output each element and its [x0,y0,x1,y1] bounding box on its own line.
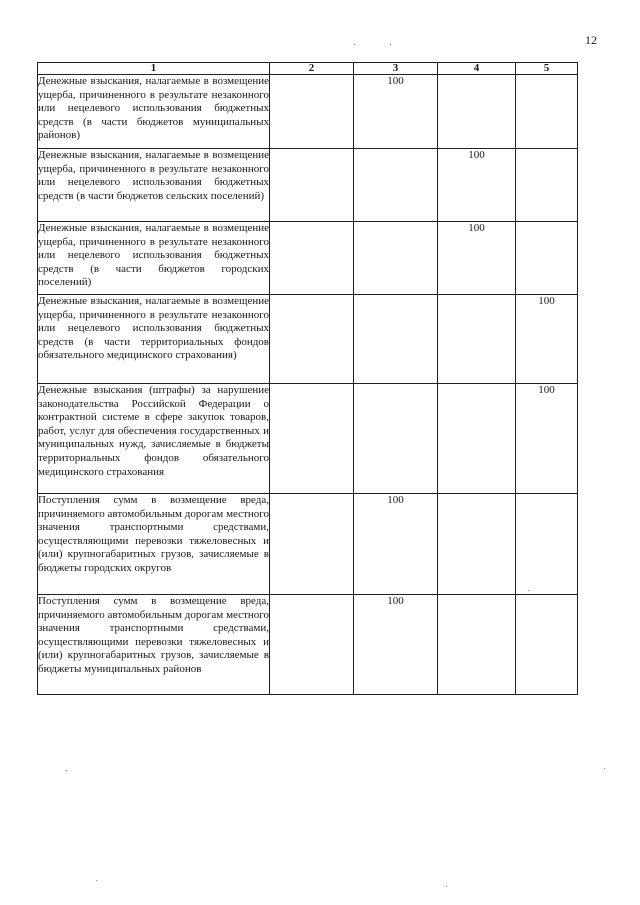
page-number: 12 [585,33,597,47]
revenue-description: Денежные взыскания, налагаемые в возмещение ущерба, причиненного в результате незаконного или нецелевого использования бюджетных средств (в части бюджетов муниципальных районов) [38,75,270,149]
column-2-value [270,222,354,295]
column-4-value [438,595,516,695]
column-3-value [354,222,438,295]
scan-speck [354,44,355,45]
column-2-value [270,295,354,384]
revenue-description: Денежные взыскания (штрафы) за нарушение законодательства Российской Федерации о контрактной системе в сфере закупок товаров, работ, услуг для обеспечения государственных и муниципальных нужд, зачисляемые в бюджеты территориальных фондов обязательного медицинского страхования [38,384,270,494]
scan-speck [390,44,391,45]
column-5-value: 100 [516,295,578,384]
column-header: 5 [516,63,578,75]
column-4-value: 100 [438,149,516,222]
column-4-value [438,295,516,384]
table-row [38,595,578,695]
revenue-description: Поступления сумм в возмещение вреда, причиняемого автомобильным дорогам местного значения транспортными средствами, осуществляющими перевозки тяжеловесных и (или) крупногабаритных грузов, зачисляемые в бюджеты городских округов [38,494,270,595]
column-header: 4 [438,63,516,75]
column-2-value [270,595,354,695]
scan-speck [528,590,529,591]
column-3-value: 100 [354,595,438,695]
column-header: 1 [38,63,270,75]
column-2-value [270,75,354,149]
scan-speck [96,880,97,881]
revenue-description: Денежные взыскания, налагаемые в возмещение ущерба, причиненного в результате незаконного или нецелевого использования бюджетных средств (в части бюджетов городских поселений) [38,222,270,295]
column-4-value: 100 [438,222,516,295]
revenue-distribution-table [37,62,578,695]
revenue-description: Денежные взыскания, налагаемые в возмещение ущерба, причиненного в результате незаконного или нецелевого использования бюджетных средств (в части территориальных фондов обязательного медицинского страхования) [38,295,270,384]
column-3-value [354,384,438,494]
column-5-value: 100 [516,384,578,494]
revenue-description: Поступления сумм в возмещение вреда, причиняемого автомобильным дорогам местного значения транспортными средствами, осуществляющими перевозки тяжеловесных и (или) крупногабаритных грузов, зачисляемые в бюджеты муниципальных районов [38,595,270,695]
column-3-value [354,295,438,384]
column-2-value [270,384,354,494]
table-row [38,295,578,384]
column-2-value [270,494,354,595]
column-5-value [516,222,578,295]
column-header: 3 [354,63,438,75]
column-3-value: 100 [354,494,438,595]
scan-speck [66,770,67,771]
column-5-value [516,149,578,222]
column-5-value [516,494,578,595]
scan-speck [604,768,605,769]
column-4-value [438,384,516,494]
column-3-value [354,149,438,222]
scan-speck [446,886,447,887]
column-5-value [516,75,578,149]
column-5-value [516,595,578,695]
table-row [38,384,578,494]
revenue-description: Денежные взыскания, налагаемые в возмещение ущерба, причиненного в результате незаконного или нецелевого использования бюджетных средств (в части бюджетов сельских поселений) [38,149,270,222]
table-row [38,222,578,295]
column-header: 2 [270,63,354,75]
column-3-value: 100 [354,75,438,149]
column-4-value [438,494,516,595]
table-row [38,75,578,149]
table-header-row [38,63,578,75]
column-2-value [270,149,354,222]
column-4-value [438,75,516,149]
table-row [38,494,578,595]
table-row [38,149,578,222]
